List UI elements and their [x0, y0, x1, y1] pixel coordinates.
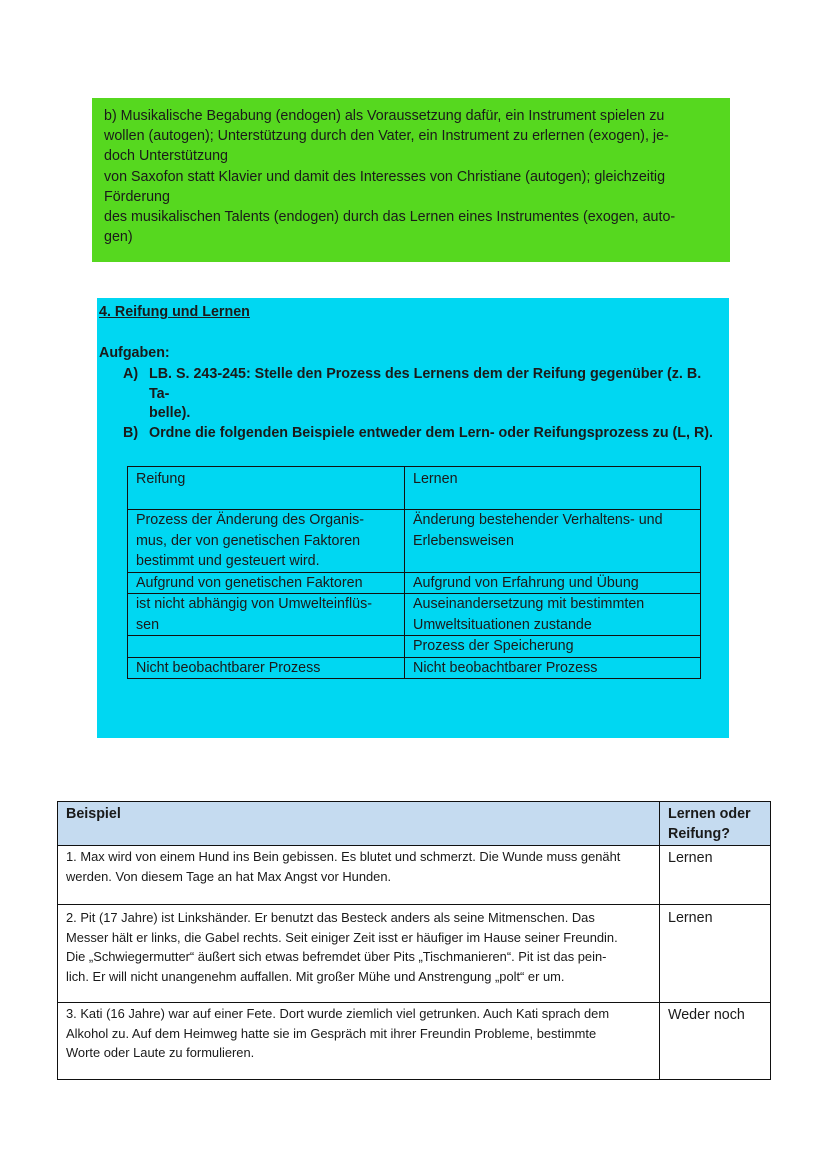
header-line: Reifung?	[668, 826, 730, 842]
reifung-cell: Aufgrund von genetischen Faktoren	[128, 572, 405, 594]
examples-table	[57, 801, 771, 1080]
header-lernen: Lernen	[405, 467, 701, 510]
table-header-row	[128, 467, 701, 510]
example-answer: Weder noch	[660, 1003, 771, 1080]
example-line: werden. Von diesem Tage an hat Max Angst vor Hunden.	[66, 868, 392, 884]
reifung-cell: Nicht beobachtbarer Prozess	[128, 657, 405, 679]
cell-line: bestimmt und gesteuert wird.	[136, 553, 320, 569]
cell-line: ist nicht abhängig von Umwelteinflüs-	[136, 596, 373, 612]
cell-line: Umweltsituationen zustande	[413, 616, 592, 633]
header-reifung: Reifung	[128, 467, 405, 510]
answer-line: Förderung	[104, 188, 170, 205]
reifung-lernen-section	[97, 298, 729, 738]
answer-line: gen)	[104, 229, 133, 246]
table-row	[128, 594, 701, 636]
example-line: Worte oder Laute zu formulieren.	[66, 1045, 255, 1061]
table-row	[128, 636, 701, 658]
reifung-cell	[128, 510, 405, 573]
header-lernen-oder-reifung	[660, 802, 771, 846]
example-text	[58, 846, 660, 905]
example-line: 3. Kati (16 Jahre) war auf einer Fete. Dort wurde ziemlich viel getrunken. Auch Kati sprach dem	[66, 1006, 610, 1021]
table-row	[58, 846, 771, 905]
cell-line: Auseinandersetzung mit bestimmten	[413, 596, 645, 612]
example-text	[58, 905, 660, 1003]
cell-line: mus, der von genetischen Faktoren	[136, 532, 361, 549]
lernen-cell: Nicht beobachtbarer Prozess	[405, 657, 701, 679]
task-b	[123, 424, 723, 444]
header-line: Lernen oder	[668, 806, 751, 822]
comparison-table	[127, 466, 701, 679]
example-line: 1. Max wird von einem Hund ins Bein gebissen. Es blutet und schmerzt. Die Wunde muss genäht	[66, 849, 621, 864]
lernen-cell	[405, 594, 701, 636]
task-text: Ordne die folgenden Beispiele entweder dem Lern- oder Reifungsprozess zu (L, R).	[149, 424, 714, 441]
section-title: 4. Reifung und Lernen	[99, 304, 250, 320]
tasks-label: Aufgaben:	[99, 345, 170, 361]
lernen-cell	[405, 510, 701, 573]
cell-line: sen	[136, 616, 160, 633]
reifung-cell	[128, 636, 405, 658]
table-header-row	[58, 802, 771, 846]
table-row	[128, 657, 701, 679]
lernen-cell: Prozess der Speicherung	[405, 636, 701, 658]
answer-line: von Saxofon statt Klavier und damit des Interesses von Christiane (autogen); gleichzeitig	[104, 168, 666, 185]
example-answer: Lernen	[660, 846, 771, 905]
task-marker: B)	[123, 424, 139, 441]
example-answer: Lernen	[660, 905, 771, 1003]
task-a	[123, 365, 723, 424]
green-answer-box	[92, 98, 730, 262]
cell-line: Erlebensweisen	[413, 532, 514, 549]
table-row	[128, 510, 701, 573]
cell-line: Änderung bestehender Verhaltens- und	[413, 512, 663, 528]
example-text	[58, 1003, 660, 1080]
task-text: LB. S. 243-245: Stelle den Prozess des Lernens dem der Reifung gegenüber (z. B. Ta-	[149, 366, 702, 402]
header-beispiel: Beispiel	[58, 802, 660, 846]
answer-line: des musikalischen Talents (endogen) durch das Lernen eines Instrumentes (exogen, auto-	[104, 209, 676, 226]
reifung-cell	[128, 594, 405, 636]
example-line: Die „Schwiegermutter“ äußert sich etwas befremdet über Pits „Tischmanieren“. Pit ist das pein-	[66, 949, 607, 965]
lernen-cell: Aufgrund von Erfahrung und Übung	[405, 572, 701, 594]
example-line: lich. Er will nicht unangenehm auffallen. Mit großer Mühe und Anstrengung „polt“ er um.	[66, 968, 565, 984]
table-row	[58, 1003, 771, 1080]
task-text: belle).	[149, 405, 191, 421]
example-line: 2. Pit (17 Jahre) ist Linkshänder. Er benutzt das Besteck anders als seine Mitmenschen. Das	[66, 910, 595, 925]
table-row	[128, 572, 701, 594]
answer-line: b) Musikalische Begabung (endogen) als Voraussetzung dafür, ein Instrument spielen zu	[104, 108, 665, 124]
answer-line: doch Unterstützung	[104, 148, 228, 165]
example-line: Alkohol zu. Auf dem Heimweg hatte sie im Gespräch mit ihrer Freundin Probleme, bestimmte	[66, 1025, 597, 1041]
answer-line: wollen (autogen); Unterstützung durch den Vater, ein Instrument zu erlernen (exogen), je-	[104, 128, 669, 145]
task-marker: A)	[123, 366, 139, 382]
cell-line: Prozess der Änderung des Organis-	[136, 512, 365, 528]
example-line: Messer hält er links, die Gabel rechts. Seit einiger Zeit isst er häufiger im Hause seiner Freundin.	[66, 929, 618, 945]
table-row	[58, 905, 771, 1003]
task-list	[123, 365, 723, 443]
